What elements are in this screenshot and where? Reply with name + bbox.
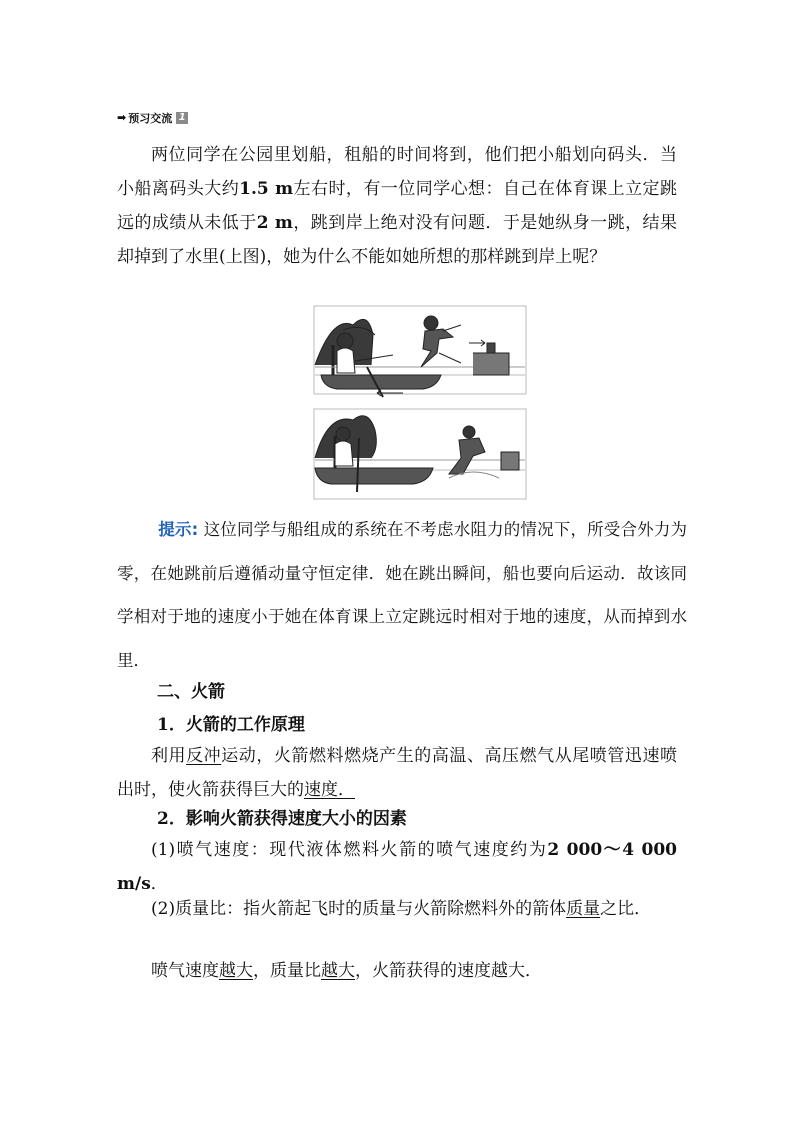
section-tag-number: 1 (176, 112, 188, 124)
hint-paragraph (117, 508, 687, 682)
section-heading-rocket: 二、火箭 (157, 682, 225, 702)
section-tag-label: 预习交流 (128, 112, 173, 125)
top-panel (314, 306, 526, 397)
bottom-panel (314, 409, 526, 499)
hint-label: 提示: (158, 520, 199, 539)
subheading-working-principle: 1．火箭的工作原理 (157, 715, 305, 735)
conclusion-paragraph: 喷气速度越大，质量比越大，火箭获得的速度越大． (151, 961, 542, 981)
principle-paragraph: 利用反冲运动，火箭燃料燃烧产生的高温、高压燃气从尾喷管迅速喷出时，使火箭获得巨大的速度． (117, 746, 678, 800)
boat-jump-illustration (313, 305, 527, 500)
subheading-speed-factors: 2．影响火箭获得速度大小的因素 (157, 809, 407, 829)
jet-speed-item: (1)喷气速度：现代液体燃料火箭的喷气速度约为2 000～4 000 m/s． (117, 840, 677, 894)
mass-ratio-item: (2)质量比：指火箭起飞时的质量与火箭除燃料外的箭体质量之比． (151, 899, 652, 919)
section-tag (117, 110, 188, 126)
question-paragraph: 两位同学在公园里划船，租船的时间将到，他们把小船划向码头．当小船离码头大约1.5 m左右时，有一位同学心想：自己在体育课上立定跳远的成绩从未低于2 m，跳到岸上绝对没有问题．于是她纵身一跳，结果却掉到了水里(上图)，她为什么不能如她所想的那样跳到岸上呢？ (117, 145, 678, 267)
hint-text: 这位同学与船组成的系统在不考虑水阻力的情况下，所受合外力为零，在她跳前后遵循动量守恒定律．她在跳出瞬间，船也要向后运动．故该同学相对于地的速度小于她在体育课上立定跳远时相对于地的速度，从而掉到水里． (117, 520, 687, 670)
arrow-right-icon: ➡ (117, 111, 127, 124)
